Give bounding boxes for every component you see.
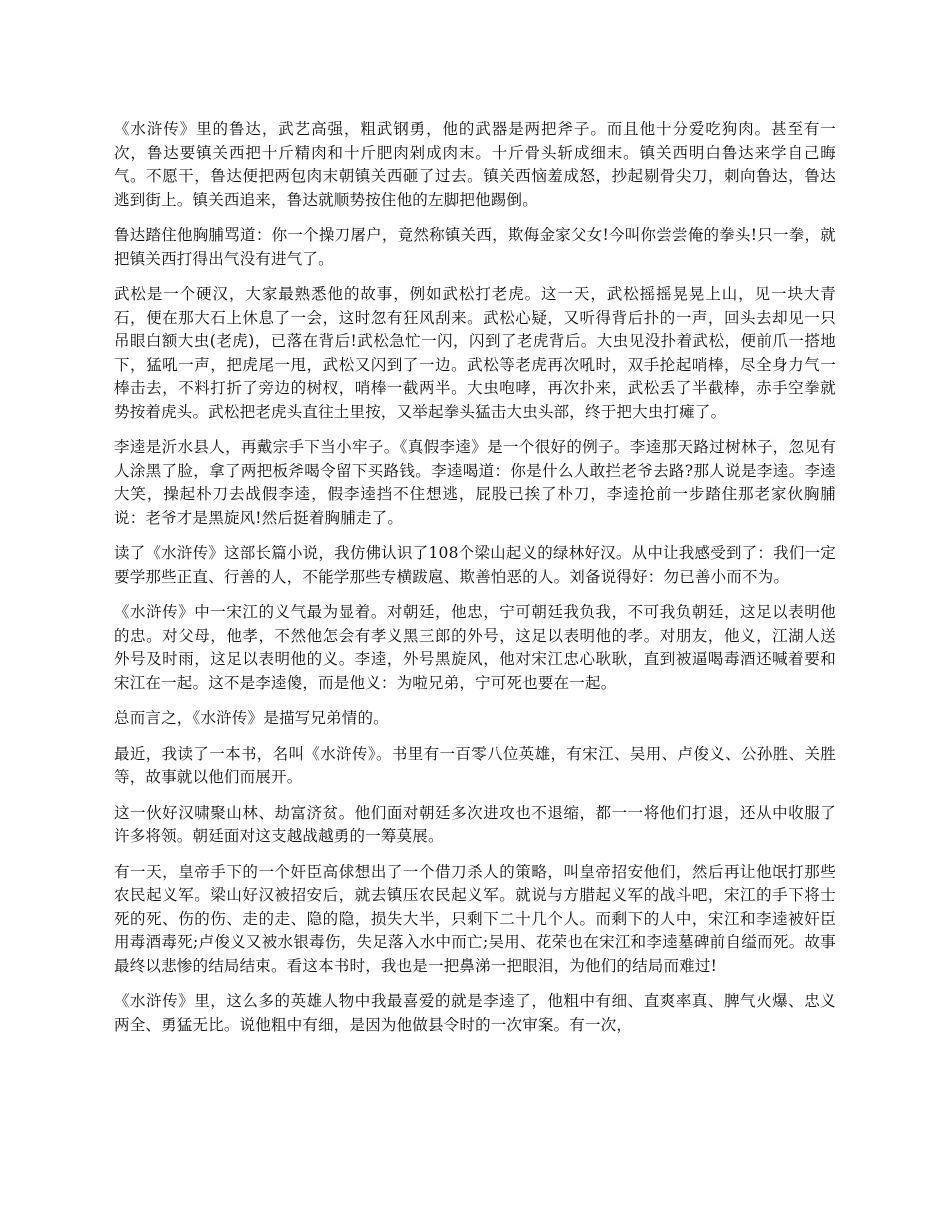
paragraph-lu-da-weapon: 《水浒传》里的鲁达，武艺高强，粗武钢勇，他的武器是两把斧子。而且他十分爱吃狗肉。甚至有一次，鲁达要镇关西把十斤精肉和十斤肥肉剁成肉末。十斤骨头斩成细末。镇关西明白鲁达来学自己晦气。不愿干，鲁达便把两包肉末朝镇关西砸了过去。镇关西恼羞成怒，抄起剔骨尖刀，刺向鲁达，鲁达逃到街上。镇关西追来，鲁达就顺势按住他的左脚把他踢倒。 — [114, 120, 836, 209]
paragraph-li-kui-fake: 李逵是沂水县人，再戴宗手下当小牢子。《真假李逵》是一个很好的例子。李逵那天路过树林子，忽见有人涂黑了脸，拿了两把板斧喝令留下买路钱。李逵喝道：你是什么人敢拦老爷去路?那人说是李逵。李逵大笑，操起朴刀去战假李逵，假李逵挡不住想逃，屁股已挨了朴刀，李逵抢前一步踏住那老家伙胸脯说：老爷才是黑旋风!然后挺着胸脯走了。 — [114, 438, 836, 527]
paragraph-song-jiang-loyalty: 《水浒传》中一宋江的义气最为显着。对朝廷，他忠，宁可朝廷我负我，不可我负朝廷，这足以表明他的忠。对父母，他孝，不然他怎会有孝义黑三郎的外号，这足以表明他的孝。对朋友，他义，江湖人送外号及时雨，这足以表明他的义。李逵，外号黑旋风，他对宋江忠心耿耿，直到被逼喝毒酒还喊着要和宋江在一起。这不是李逵傻，而是他义：为啦兄弟，宁可死也要在一起。 — [114, 603, 836, 692]
paragraph-favorite-li-kui: 《水浒传》里，这么多的英雄人物中我最喜爱的就是李逵了，他粗中有细、直爽率真、脾气火爆、忠义两全、勇猛无比。说他粗中有细，是因为他做县令时的一次审案。有一次， — [114, 992, 836, 1034]
paragraph-book-intro: 最近，我读了一本书，名叫《水浒传》。书里有一百零八位英雄，有宋江、吴用、卢俊义、公孙胜、关胜等，故事就以他们而展开。 — [114, 744, 836, 786]
paragraph-heroes-gather: 这一伙好汉啸聚山林、劫富济贫。他们面对朝廷多次进攻也不退缩，都一一将他们打退，还从中收服了许多将领。朝廷面对这支越战越勇的一筹莫展。 — [114, 803, 836, 845]
document-body — [114, 118, 836, 1049]
paragraph-wu-song-tiger: 武松是一个硬汉，大家最熟悉他的故事，例如武松打老虎。这一天，武松摇摇晃晃上山，见一块大青石，便在那大石上休息了一会，这时忽有狂风刮来。武松心疑，又听得背后扑的一声，回头去却见一只吊眼白额大虫(老虎)，已落在背后!武松急忙一闪，闪到了老虎背后。大虫见没扑着武松，便前爪一搭地下，猛吼一声，把虎尾一甩，武松又闪到了一边。武松等老虎再次吼时，双手抡起哨棒，尽全身力气一棒击去，不料打折了旁边的树杈，哨棒一截两半。大虫咆哮，再次扑来，武松丢了半截棒，赤手空拳就势按着虎头。武松把老虎头直往土里按，又举起拳头猛击大虫头部，终于把大虫打瘫了。 — [114, 285, 836, 421]
paragraph-lu-da-punch: 鲁达踏住他胸脯骂道：你一个操刀屠户，竟然称镇关西，欺侮金家父女!今叫你尝尝俺的拳头!只一拳，就把镇关西打得出气没有进气了。 — [114, 226, 836, 268]
paragraph-reflection-108: 读了《水浒传》这部长篇小说，我仿佛认识了108个梁山起义的绿林好汉。从中让我感受到了：我们一定要学那些正直、行善的人，不能学那些专横跋扈、欺善怕恶的人。刘备说得好：勿已善小而不为。 — [114, 544, 836, 586]
paragraph-summary: 总而言之，《水浒传》是描写兄弟情的。 — [114, 709, 389, 727]
paragraph-amnesty-tragedy: 有一天，皇帝手下的一个奸臣高俅想出了一个借刀杀人的策略，叫皇帝招安他们，然后再让他氓打那些农民起义军。梁山好汉被招安后，就去镇压农民起义军。就说与方腊起义军的战斗吧，宋江的手下将士死的死、伤的伤、走的走、隐的隐，损失大半，只剩下二十几个人。而剩下的人中，宋江和李逵被奸臣用毒酒毒死;卢俊义又被水银毒伤，失足落入水中而亡;吴用、花荣也在宋江和李逵墓碑前自缢而死。故事最终以悲惨的结局结束。看这本书时，我也是一把鼻涕一把眼泪，为他们的结局而难过! — [114, 862, 836, 975]
